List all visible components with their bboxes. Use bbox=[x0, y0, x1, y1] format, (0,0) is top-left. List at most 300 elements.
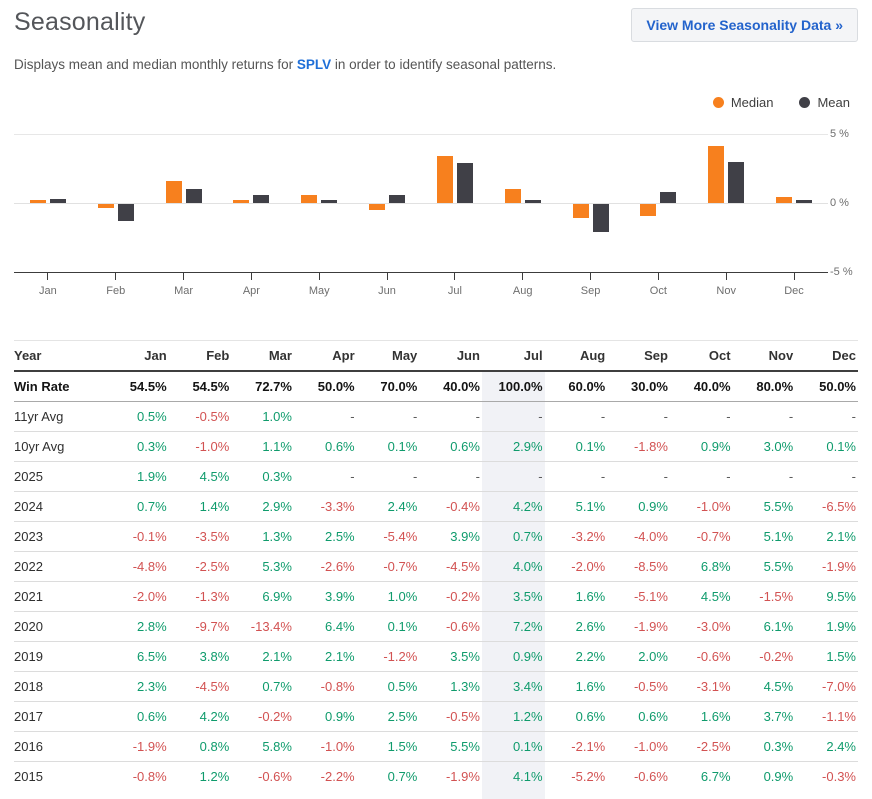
table-cell: - bbox=[670, 462, 733, 492]
table-cell: 50.0% bbox=[294, 371, 357, 402]
table-cell: -3.5% bbox=[169, 522, 232, 552]
table-cell: - bbox=[482, 402, 545, 432]
table-cell: 50.0% bbox=[795, 371, 858, 402]
table-cell: 2.1% bbox=[231, 642, 294, 672]
table-cell: - bbox=[419, 402, 482, 432]
table-cell: -4.5% bbox=[419, 552, 482, 582]
table-cell: 1.5% bbox=[795, 642, 858, 672]
table-cell: - bbox=[482, 462, 545, 492]
table-cell: - bbox=[670, 402, 733, 432]
table-cell: 60.0% bbox=[545, 371, 608, 402]
row-label: Win Rate bbox=[14, 371, 106, 402]
table-row-2025 bbox=[14, 462, 858, 492]
table-cell: 2.5% bbox=[294, 522, 357, 552]
page-title: Seasonality bbox=[14, 8, 145, 37]
table-cell: 0.5% bbox=[357, 672, 420, 702]
table-cell: -3.0% bbox=[670, 612, 733, 642]
x-axis-labels bbox=[14, 285, 828, 297]
table-cell: 5.5% bbox=[733, 552, 796, 582]
table-header-row bbox=[14, 341, 858, 372]
table-row-2024 bbox=[14, 492, 858, 522]
table-cell: -1.9% bbox=[106, 732, 169, 762]
table-cell: 2.4% bbox=[357, 492, 420, 522]
x-tick-cell bbox=[421, 273, 489, 281]
x-tick bbox=[794, 273, 795, 280]
table-cell: -5.1% bbox=[607, 582, 670, 612]
table-cell: -0.6% bbox=[670, 642, 733, 672]
column-header-apr: Apr bbox=[294, 341, 357, 372]
table-cell: -1.0% bbox=[607, 732, 670, 762]
x-tick-cell bbox=[14, 273, 82, 281]
x-tick-cell bbox=[692, 273, 760, 281]
table-cell: 0.3% bbox=[106, 432, 169, 462]
table-cell: -0.5% bbox=[419, 702, 482, 732]
table-cell: -0.6% bbox=[231, 762, 294, 799]
month-group-apr bbox=[217, 134, 285, 272]
table-cell: -5.4% bbox=[357, 522, 420, 552]
mean-bar-oct bbox=[660, 192, 676, 203]
median-bar-jul bbox=[437, 156, 453, 203]
table-cell: 0.6% bbox=[419, 432, 482, 462]
table-cell: 4.5% bbox=[169, 462, 232, 492]
x-tick bbox=[47, 273, 48, 280]
table-cell: 2.9% bbox=[482, 432, 545, 462]
table-cell: -0.6% bbox=[607, 762, 670, 799]
table-row-11yr-avg bbox=[14, 402, 858, 432]
table-cell: 5.1% bbox=[545, 492, 608, 522]
table-cell: -0.5% bbox=[607, 672, 670, 702]
x-tick-cell bbox=[285, 273, 353, 281]
table-cell: 0.1% bbox=[545, 432, 608, 462]
table-cell: 40.0% bbox=[670, 371, 733, 402]
table-cell: 1.2% bbox=[482, 702, 545, 732]
table-cell: 0.1% bbox=[357, 612, 420, 642]
seasonality-table bbox=[14, 340, 858, 799]
table-cell: -0.2% bbox=[419, 582, 482, 612]
table-cell: 30.0% bbox=[607, 371, 670, 402]
column-header-dec: Dec bbox=[795, 341, 858, 372]
table-cell: 0.8% bbox=[169, 732, 232, 762]
table-cell: -0.2% bbox=[733, 642, 796, 672]
table-cell: 5.3% bbox=[231, 552, 294, 582]
seasonality-chart bbox=[0, 134, 872, 304]
median-bar-nov bbox=[708, 146, 724, 203]
table-cell: 0.7% bbox=[482, 522, 545, 552]
x-tick bbox=[251, 273, 252, 280]
median-bar-apr bbox=[233, 200, 249, 203]
median-bar-may bbox=[301, 195, 317, 203]
table-cell: -0.3% bbox=[795, 762, 858, 799]
table-cell: - bbox=[545, 462, 608, 492]
table-cell: 6.7% bbox=[670, 762, 733, 799]
table-cell: 6.1% bbox=[733, 612, 796, 642]
table-cell: - bbox=[419, 462, 482, 492]
x-axis-label-mar: Mar bbox=[150, 285, 218, 297]
table-cell: 0.7% bbox=[231, 672, 294, 702]
table-cell: 3.7% bbox=[733, 702, 796, 732]
row-label: 11yr Avg bbox=[14, 402, 106, 432]
column-header-oct: Oct bbox=[670, 341, 733, 372]
x-axis-label-sep: Sep bbox=[557, 285, 625, 297]
table-cell: 0.9% bbox=[482, 642, 545, 672]
month-group-jan bbox=[14, 134, 82, 272]
table-cell: -0.4% bbox=[419, 492, 482, 522]
table-cell: 1.5% bbox=[357, 732, 420, 762]
median-bar-oct bbox=[640, 204, 656, 216]
table-cell: 2.5% bbox=[357, 702, 420, 732]
table-row-2023 bbox=[14, 522, 858, 552]
table-cell: 1.3% bbox=[419, 672, 482, 702]
row-label: 2023 bbox=[14, 522, 106, 552]
table-cell: 6.5% bbox=[106, 642, 169, 672]
mean-bar-jan bbox=[50, 199, 66, 203]
row-label: 2016 bbox=[14, 732, 106, 762]
y-axis-label-neg5: -5 % bbox=[830, 266, 866, 278]
table-row-2021 bbox=[14, 582, 858, 612]
x-axis-label-jan: Jan bbox=[14, 285, 82, 297]
table-row-2015 bbox=[14, 762, 858, 799]
median-swatch-icon bbox=[713, 97, 724, 108]
row-label: 2020 bbox=[14, 612, 106, 642]
table-cell: -0.6% bbox=[419, 612, 482, 642]
table-cell: -2.5% bbox=[670, 732, 733, 762]
table-cell: 1.9% bbox=[795, 612, 858, 642]
table-cell: 0.1% bbox=[795, 432, 858, 462]
mean-bar-may bbox=[321, 200, 337, 203]
table-cell: - bbox=[795, 462, 858, 492]
table-cell: -2.6% bbox=[294, 552, 357, 582]
table-cell: - bbox=[607, 402, 670, 432]
table-cell: -9.7% bbox=[169, 612, 232, 642]
table-cell: -4.8% bbox=[106, 552, 169, 582]
table-cell: 4.5% bbox=[733, 672, 796, 702]
header bbox=[0, 0, 872, 42]
table-cell: 4.5% bbox=[670, 582, 733, 612]
legend-label-mean: Mean bbox=[817, 95, 850, 110]
table-cell: 70.0% bbox=[357, 371, 420, 402]
table-cell: - bbox=[294, 402, 357, 432]
x-axis-label-oct: Oct bbox=[624, 285, 692, 297]
table-cell: -2.2% bbox=[294, 762, 357, 799]
description-text-pre: Displays mean and median monthly returns for bbox=[14, 57, 297, 72]
table-cell: -5.2% bbox=[545, 762, 608, 799]
column-header-jan: Jan bbox=[106, 341, 169, 372]
x-axis-label-jun: Jun bbox=[353, 285, 421, 297]
table-cell: -1.2% bbox=[357, 642, 420, 672]
column-header-jul: Jul bbox=[482, 341, 545, 372]
table-cell: 6.4% bbox=[294, 612, 357, 642]
mean-bar-apr bbox=[253, 195, 269, 203]
median-bar-dec bbox=[776, 197, 792, 203]
x-axis-label-dec: Dec bbox=[760, 285, 828, 297]
table-cell: 1.9% bbox=[106, 462, 169, 492]
month-group-feb bbox=[82, 134, 150, 272]
table-cell: 0.9% bbox=[607, 492, 670, 522]
table-cell: 0.9% bbox=[670, 432, 733, 462]
x-tick bbox=[183, 273, 184, 280]
mean-bar-dec bbox=[796, 200, 812, 203]
table-cell: 2.8% bbox=[106, 612, 169, 642]
column-header-mar: Mar bbox=[231, 341, 294, 372]
table-cell: - bbox=[294, 462, 357, 492]
row-label: 2022 bbox=[14, 552, 106, 582]
table-cell: - bbox=[733, 462, 796, 492]
month-group-may bbox=[285, 134, 353, 272]
x-tick bbox=[590, 273, 591, 280]
legend-label-median: Median bbox=[731, 95, 774, 110]
month-group-nov bbox=[692, 134, 760, 272]
table-cell: -1.0% bbox=[670, 492, 733, 522]
x-tick bbox=[522, 273, 523, 280]
ticker-link[interactable]: SPLV bbox=[297, 57, 331, 72]
table-cell: 3.5% bbox=[482, 582, 545, 612]
table-cell: -6.5% bbox=[795, 492, 858, 522]
row-label: 2021 bbox=[14, 582, 106, 612]
median-bar-mar bbox=[166, 181, 182, 203]
row-label: 2025 bbox=[14, 462, 106, 492]
table-cell: 1.4% bbox=[169, 492, 232, 522]
table-cell: -1.8% bbox=[607, 432, 670, 462]
table-cell: 72.7% bbox=[231, 371, 294, 402]
table-cell: 2.1% bbox=[294, 642, 357, 672]
table-cell: 0.1% bbox=[482, 732, 545, 762]
table-cell: 0.6% bbox=[607, 702, 670, 732]
mean-bar-nov bbox=[728, 162, 744, 203]
x-tick bbox=[726, 273, 727, 280]
table-cell: 5.8% bbox=[231, 732, 294, 762]
table-cell: 3.8% bbox=[169, 642, 232, 672]
table-cell: 4.0% bbox=[482, 552, 545, 582]
row-label: 2018 bbox=[14, 672, 106, 702]
mean-bar-aug bbox=[525, 200, 541, 203]
table-cell: -1.5% bbox=[733, 582, 796, 612]
y-axis-label-0: 0 % bbox=[830, 197, 866, 209]
table-row-2022 bbox=[14, 552, 858, 582]
table-cell: 80.0% bbox=[733, 371, 796, 402]
column-header-year: Year bbox=[14, 341, 106, 372]
y-axis-label-5: 5 % bbox=[830, 128, 866, 140]
month-group-jun bbox=[353, 134, 421, 272]
table-cell: -2.0% bbox=[106, 582, 169, 612]
chart-plot bbox=[14, 134, 828, 272]
row-label: 2019 bbox=[14, 642, 106, 672]
table-cell: -4.0% bbox=[607, 522, 670, 552]
x-axis-label-aug: Aug bbox=[489, 285, 557, 297]
table-cell: 3.9% bbox=[294, 582, 357, 612]
table-cell: - bbox=[357, 462, 420, 492]
table-cell: -0.2% bbox=[231, 702, 294, 732]
x-tick-cell bbox=[624, 273, 692, 281]
column-header-jun: Jun bbox=[419, 341, 482, 372]
table-cell: -8.5% bbox=[607, 552, 670, 582]
table-row-win-rate bbox=[14, 371, 858, 402]
legend-item-median[interactable] bbox=[713, 95, 774, 110]
table-cell: 5.5% bbox=[419, 732, 482, 762]
mean-bar-jun bbox=[389, 195, 405, 203]
chart-legend bbox=[0, 95, 850, 110]
x-tick bbox=[658, 273, 659, 280]
table-cell: 40.0% bbox=[419, 371, 482, 402]
table-row-10yr-avg bbox=[14, 432, 858, 462]
table-cell: 0.3% bbox=[733, 732, 796, 762]
table-cell: 3.0% bbox=[733, 432, 796, 462]
table-cell: 0.5% bbox=[106, 402, 169, 432]
table-cell: 4.2% bbox=[482, 492, 545, 522]
table-row-2020 bbox=[14, 612, 858, 642]
table-cell: 5.5% bbox=[733, 492, 796, 522]
table-cell: - bbox=[795, 402, 858, 432]
mean-bar-mar bbox=[186, 189, 202, 203]
table-cell: 1.6% bbox=[545, 672, 608, 702]
month-group-oct bbox=[624, 134, 692, 272]
table-cell: -3.1% bbox=[670, 672, 733, 702]
table-row-2018 bbox=[14, 672, 858, 702]
table-cell: 0.9% bbox=[733, 762, 796, 799]
table-row-2016 bbox=[14, 732, 858, 762]
table-cell: 0.6% bbox=[294, 432, 357, 462]
table-cell: 4.1% bbox=[482, 762, 545, 799]
table-cell: 5.1% bbox=[733, 522, 796, 552]
table-cell: - bbox=[357, 402, 420, 432]
table-cell: -1.9% bbox=[419, 762, 482, 799]
table-cell: -1.9% bbox=[795, 552, 858, 582]
table-cell: - bbox=[733, 402, 796, 432]
month-group-jul bbox=[421, 134, 489, 272]
table-cell: -2.1% bbox=[545, 732, 608, 762]
table-cell: -13.4% bbox=[231, 612, 294, 642]
x-tick-cell bbox=[217, 273, 285, 281]
table-cell: 54.5% bbox=[169, 371, 232, 402]
table-row-2017 bbox=[14, 702, 858, 732]
x-tick-cell bbox=[150, 273, 218, 281]
table-cell: 1.6% bbox=[670, 702, 733, 732]
table-cell: 2.0% bbox=[607, 642, 670, 672]
mean-bar-jul bbox=[457, 163, 473, 203]
x-axis-label-nov: Nov bbox=[692, 285, 760, 297]
table-cell: 0.7% bbox=[106, 492, 169, 522]
column-header-nov: Nov bbox=[733, 341, 796, 372]
table-cell: -0.8% bbox=[106, 762, 169, 799]
x-tick bbox=[319, 273, 320, 280]
table-cell: -0.7% bbox=[670, 522, 733, 552]
table-cell: 6.9% bbox=[231, 582, 294, 612]
median-bar-feb bbox=[98, 204, 114, 208]
mean-swatch-icon bbox=[799, 97, 810, 108]
table-row-2019 bbox=[14, 642, 858, 672]
table-cell: 0.9% bbox=[294, 702, 357, 732]
table-cell: -4.5% bbox=[169, 672, 232, 702]
table-cell: 0.3% bbox=[231, 462, 294, 492]
description bbox=[14, 57, 858, 72]
table-body bbox=[14, 371, 858, 799]
table-cell: 2.1% bbox=[795, 522, 858, 552]
table-cell: 1.0% bbox=[357, 582, 420, 612]
median-bar-jan bbox=[30, 200, 46, 203]
table-cell: -0.7% bbox=[357, 552, 420, 582]
table-cell: - bbox=[607, 462, 670, 492]
column-header-sep: Sep bbox=[607, 341, 670, 372]
row-label: 2017 bbox=[14, 702, 106, 732]
x-tick-cell bbox=[353, 273, 421, 281]
table-cell: 1.3% bbox=[231, 522, 294, 552]
table-cell: 100.0% bbox=[482, 371, 545, 402]
description-text-post: in order to identify seasonal patterns. bbox=[331, 57, 556, 72]
table-cell: -2.5% bbox=[169, 552, 232, 582]
column-header-aug: Aug bbox=[545, 341, 608, 372]
table-cell: -7.0% bbox=[795, 672, 858, 702]
table-cell: -1.1% bbox=[795, 702, 858, 732]
row-label: 2015 bbox=[14, 762, 106, 799]
x-tick bbox=[454, 273, 455, 280]
table-cell: 7.2% bbox=[482, 612, 545, 642]
column-header-may: May bbox=[357, 341, 420, 372]
table-cell: -1.3% bbox=[169, 582, 232, 612]
table-cell: -0.5% bbox=[169, 402, 232, 432]
table-cell: 3.4% bbox=[482, 672, 545, 702]
table-cell: -1.9% bbox=[607, 612, 670, 642]
median-bar-aug bbox=[505, 189, 521, 203]
table-cell: 1.1% bbox=[231, 432, 294, 462]
table-cell: 2.9% bbox=[231, 492, 294, 522]
table-head bbox=[14, 341, 858, 372]
month-group-sep bbox=[557, 134, 625, 272]
month-group-mar bbox=[150, 134, 218, 272]
x-tick bbox=[115, 273, 116, 280]
median-bar-jun bbox=[369, 204, 385, 210]
x-axis-label-feb: Feb bbox=[82, 285, 150, 297]
table-cell: 2.4% bbox=[795, 732, 858, 762]
table-cell: 9.5% bbox=[795, 582, 858, 612]
table-cell: 0.7% bbox=[357, 762, 420, 799]
table-cell: -2.0% bbox=[545, 552, 608, 582]
table-cell: 2.3% bbox=[106, 672, 169, 702]
mean-bar-feb bbox=[118, 204, 134, 221]
table-cell: -1.0% bbox=[169, 432, 232, 462]
table-cell: 2.2% bbox=[545, 642, 608, 672]
x-tick-cell bbox=[489, 273, 557, 281]
table-cell: 3.9% bbox=[419, 522, 482, 552]
x-tick-cell bbox=[557, 273, 625, 281]
x-axis-label-may: May bbox=[285, 285, 353, 297]
mean-bar-sep bbox=[593, 204, 609, 232]
x-axis-label-jul: Jul bbox=[421, 285, 489, 297]
table-cell: 0.1% bbox=[357, 432, 420, 462]
table-cell: - bbox=[545, 402, 608, 432]
table-cell: 6.8% bbox=[670, 552, 733, 582]
table-cell: 1.0% bbox=[231, 402, 294, 432]
x-axis-label-apr: Apr bbox=[217, 285, 285, 297]
table-cell: 1.2% bbox=[169, 762, 232, 799]
table-cell: 3.5% bbox=[419, 642, 482, 672]
table-cell: -0.1% bbox=[106, 522, 169, 552]
table-cell: 2.6% bbox=[545, 612, 608, 642]
x-tick-cell bbox=[82, 273, 150, 281]
table-cell: -3.3% bbox=[294, 492, 357, 522]
x-axis-ticks bbox=[14, 273, 828, 281]
table-cell: -1.0% bbox=[294, 732, 357, 762]
column-header-feb: Feb bbox=[169, 341, 232, 372]
legend-item-mean[interactable] bbox=[799, 95, 850, 110]
month-group-aug bbox=[489, 134, 557, 272]
median-bar-sep bbox=[573, 204, 589, 218]
view-more-button[interactable]: View More Seasonality Data » bbox=[631, 8, 858, 42]
table-cell: -0.8% bbox=[294, 672, 357, 702]
row-label: 2024 bbox=[14, 492, 106, 522]
table-cell: 1.6% bbox=[545, 582, 608, 612]
month-group-dec bbox=[760, 134, 828, 272]
table-cell: -3.2% bbox=[545, 522, 608, 552]
table-cell: 54.5% bbox=[106, 371, 169, 402]
